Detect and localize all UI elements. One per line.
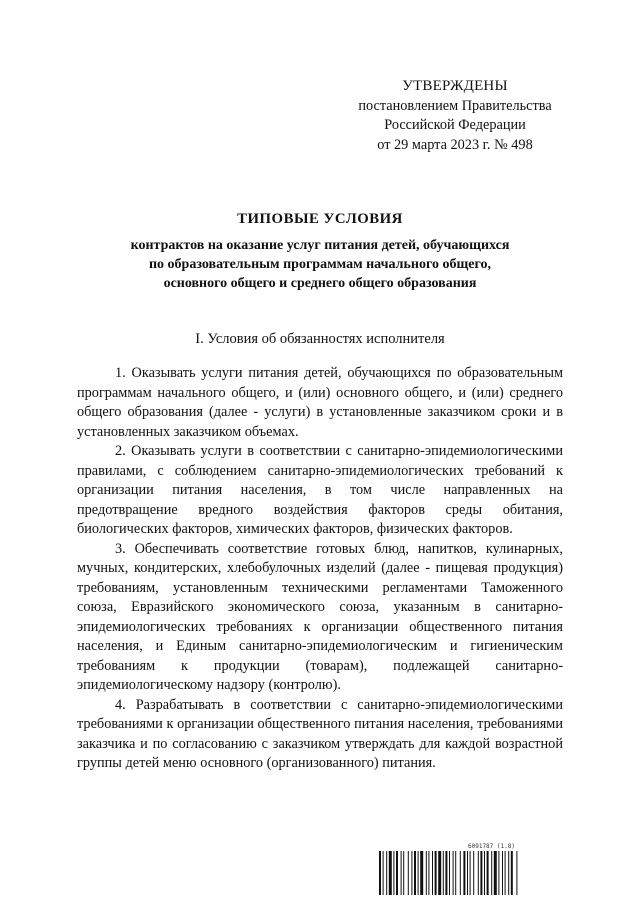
subtitle-line-2: по образовательным программам начального общего, <box>148 257 492 272</box>
paragraph-3: 3. Обеспечивать соответствие готовых блюд, напитков, кулинарных, мучных, кондитерских, хлебобулочных изделий (далее - пищевая продукция) требованиям, установленным техническими регламентами Таможенного союза, Евразийского экономического союза, указанным в санитарно-эпидемиологических требованиях к организации общественного питания населения, и Единым санитарно-эпидемиологическим и гигиеническим требованиям к продукции (товарам), подлежащей санитарно-эпидемиологическому надзору (контролю). <box>77 540 563 693</box>
approved-line-2: Российской Федерации <box>384 117 526 133</box>
approved-line-1: постановлением Правительства <box>358 97 552 114</box>
section-heading: I. Условия об обязанностях исполнителя <box>195 331 445 347</box>
paragraph-4: 4. Разрабатывать в соответствии с санитарно-эпидемиологическими требованиями к организации общественного питания населения, требованиями заказчика и по согласованию с заказчиком утверждать для каждой возрастной группы детей меню основного (организованного) питания. <box>77 696 563 771</box>
barcode-number: 6091787 (1.8) <box>468 843 515 850</box>
paragraph-2: 2. Оказывать услуги в соответствии с санитарно-эпидемиологическими правилами, с соблюдением санитарно-эпидемиологических требований к организации питания населения, в том числе направленных на предотвращение вредного воздействия факторов среды обитания, биологических факторов, химических факторов, физических факторов. <box>77 443 563 537</box>
subtitle-line-1: контрактов на оказание услуг питания детей, обучающихся <box>130 238 510 253</box>
document-body <box>77 364 563 774</box>
paragraph-1: 1. Оказывать услуги питания детей, обучающихся по образовательным программам начального общего, и (или) основного общего, и (или) среднего общего образования (далее - услуги) в установленные заказчиком сроки и в установленных заказчиком объемах. <box>77 365 563 440</box>
approved-line-3: от 29 марта 2023 г. № 498 <box>377 136 533 153</box>
barcode <box>378 851 592 895</box>
barcode-block <box>378 843 592 895</box>
document-title: ТИПОВЫЕ УСЛОВИЯ <box>237 211 403 227</box>
subtitle-line-3: основного общего и среднего общего образования <box>163 276 477 291</box>
approval-stamp <box>330 77 580 155</box>
document-subtitle <box>80 236 560 293</box>
approved-heading: УТВЕРЖДЕНЫ <box>402 78 508 94</box>
